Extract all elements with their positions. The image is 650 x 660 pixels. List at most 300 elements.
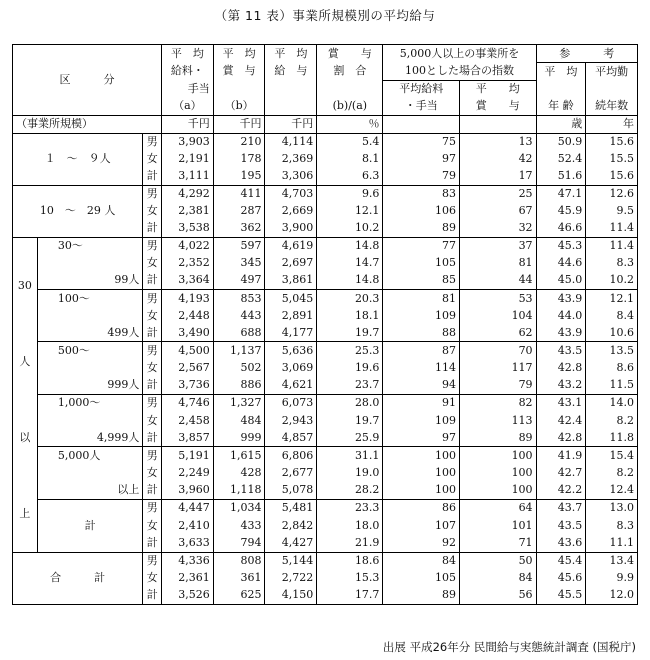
header-b-line1: 平 均 (213, 45, 265, 63)
cell-tenure: 8.3 (586, 517, 638, 534)
cell-ratio: 18.1 (317, 307, 383, 324)
header-c-blank2 (265, 98, 317, 116)
cell-bonus-b: 999 (213, 429, 265, 447)
cell-bonus-b: 853 (213, 289, 265, 307)
cell-index-bonus: 67 (460, 203, 537, 220)
row-subgroup-label (37, 534, 143, 552)
row-subgroup-label: 以上 (37, 482, 143, 500)
header-index-line1: 5,000人以上の事業所を (383, 45, 536, 63)
cell-salary-a: 3,633 (162, 534, 214, 552)
table-row (13, 289, 638, 307)
units-row (13, 115, 638, 133)
header-tenure-line2: 続年数 (586, 98, 638, 116)
cell-sex: 女 (143, 570, 162, 587)
cell-index-salary: 100 (383, 465, 460, 482)
cell-sex: 男 (143, 394, 162, 412)
table-row (13, 237, 638, 255)
cell-sex: 計 (143, 272, 162, 290)
header-d-line4: (b)/(a) (317, 98, 383, 116)
cell-age: 45.5 (536, 587, 586, 605)
header-index-sub2-line1: 平 均 (460, 80, 537, 98)
cell-bonus-b: 1,327 (213, 394, 265, 412)
cell-ratio: 20.3 (317, 289, 383, 307)
cell-tenure: 9.9 (586, 570, 638, 587)
cell-total-c: 3,306 (265, 168, 317, 186)
cell-age: 45.4 (536, 552, 586, 570)
cell-index-salary: 97 (383, 151, 460, 168)
unit-b: 千円 (213, 115, 265, 133)
table-header (13, 45, 638, 116)
cell-index-bonus: 79 (460, 377, 537, 395)
cell-index-salary: 86 (383, 499, 460, 517)
cell-index-bonus: 50 (460, 552, 537, 570)
cell-total-c: 2,722 (265, 570, 317, 587)
cell-bonus-b: 362 (213, 220, 265, 238)
cell-tenure: 15.5 (586, 151, 638, 168)
header-b-line4: （b） (213, 98, 265, 116)
cell-sex: 計 (143, 168, 162, 186)
row-subgroup-label: 4,999人 (37, 429, 143, 447)
cell-age: 44.0 (536, 307, 586, 324)
cell-salary-a: 3,857 (162, 429, 214, 447)
cell-bonus-b: 597 (213, 237, 265, 255)
header-index-sub1-line1: 平均給料 (383, 80, 460, 98)
cell-index-salary: 94 (383, 377, 460, 395)
cell-age: 45.3 (536, 237, 586, 255)
header-d-blank (317, 80, 383, 98)
cell-salary-a: 3,490 (162, 324, 214, 342)
cell-total-c: 2,891 (265, 307, 317, 324)
cell-index-bonus: 37 (460, 237, 537, 255)
cell-sex: 女 (143, 307, 162, 324)
row-subgroup-label: 計 (37, 517, 143, 534)
cell-total-c: 4,427 (265, 534, 317, 552)
cell-index-salary: 105 (383, 255, 460, 272)
cell-bonus-b: 428 (213, 465, 265, 482)
table-row (13, 324, 638, 342)
cell-salary-a: 2,448 (162, 307, 214, 324)
row-subgroup-label (37, 360, 143, 377)
cell-ratio: 15.3 (317, 570, 383, 587)
cell-ratio: 17.7 (317, 587, 383, 605)
cell-index-bonus: 32 (460, 220, 537, 238)
cell-total-c: 5,078 (265, 482, 317, 500)
cell-index-salary: 97 (383, 429, 460, 447)
cell-total-c: 6,073 (265, 394, 317, 412)
cell-index-salary: 87 (383, 342, 460, 360)
cell-age: 51.6 (536, 168, 586, 186)
cell-salary-a: 3,736 (162, 377, 214, 395)
cell-age: 52.4 (536, 151, 586, 168)
cell-index-bonus: 101 (460, 517, 537, 534)
cell-tenure: 12.1 (586, 289, 638, 307)
cell-age: 43.7 (536, 499, 586, 517)
header-b-line2: 賞 与 (213, 63, 265, 81)
table-row (13, 185, 638, 203)
cell-sex: 女 (143, 465, 162, 482)
cell-ratio: 14.7 (317, 255, 383, 272)
unit-d: ％ (317, 115, 383, 133)
cell-bonus-b: 287 (213, 203, 265, 220)
table-row (13, 133, 638, 151)
cell-salary-a: 3,364 (162, 272, 214, 290)
cell-tenure: 9.5 (586, 203, 638, 220)
header-a-line4: （a） (162, 98, 214, 116)
row-subgroup-label: 1,000～ (37, 394, 143, 412)
cell-tenure: 12.6 (586, 185, 638, 203)
table-row (13, 360, 638, 377)
cell-age: 42.8 (536, 360, 586, 377)
table-row (13, 499, 638, 517)
header-index-line2: 100とした場合の指数 (383, 63, 536, 81)
header-age-line2: 年 齢 (536, 98, 586, 116)
cell-index-bonus: 81 (460, 255, 537, 272)
cell-bonus-b: 502 (213, 360, 265, 377)
header-ref: 参 考 (536, 45, 637, 63)
cell-tenure: 15.4 (586, 447, 638, 465)
row-group-label: １ ～ ９人 (13, 133, 143, 185)
cell-bonus-b: 1,118 (213, 482, 265, 500)
cell-age: 43.5 (536, 517, 586, 534)
cell-tenure: 8.3 (586, 255, 638, 272)
cell-index-bonus: 56 (460, 587, 537, 605)
table-title: （第 11 表）事業所規模別の平均給与 (214, 8, 436, 23)
cell-salary-a: 4,193 (162, 289, 214, 307)
cell-total-c: 5,636 (265, 342, 317, 360)
cell-tenure: 11.4 (586, 220, 638, 238)
cell-ratio: 19.0 (317, 465, 383, 482)
cell-total-c: 4,857 (265, 429, 317, 447)
cell-index-salary: 75 (383, 133, 460, 151)
header-c-blank (265, 80, 317, 98)
unit-c: 千円 (265, 115, 317, 133)
cell-tenure: 8.2 (586, 412, 638, 429)
cell-age: 45.6 (536, 570, 586, 587)
header-kubun: 区 分 (13, 45, 162, 116)
cell-salary-a: 2,191 (162, 151, 214, 168)
units-blank (143, 115, 162, 133)
unit-idx2-blank (460, 115, 537, 133)
cell-sex: 男 (143, 499, 162, 517)
table-row (13, 465, 638, 482)
cell-salary-a: 4,447 (162, 499, 214, 517)
cell-sex: 女 (143, 203, 162, 220)
cell-sex: 計 (143, 377, 162, 395)
cell-tenure: 11.5 (586, 377, 638, 395)
cell-total-c: 2,943 (265, 412, 317, 429)
cell-sex: 女 (143, 255, 162, 272)
cell-index-salary: 92 (383, 534, 460, 552)
cell-sex: 計 (143, 220, 162, 238)
row-subgroup-label: 100～ (37, 289, 143, 307)
cell-age: 42.8 (536, 429, 586, 447)
cell-total-c: 5,144 (265, 552, 317, 570)
cell-age: 42.4 (536, 412, 586, 429)
cell-index-salary: 106 (383, 203, 460, 220)
side-label-char: 30 (17, 278, 32, 292)
cell-tenure: 15.6 (586, 168, 638, 186)
cell-ratio: 9.6 (317, 185, 383, 203)
cell-bonus-b: 210 (213, 133, 265, 151)
cell-age: 45.9 (536, 203, 586, 220)
cell-tenure: 13.0 (586, 499, 638, 517)
cell-bonus-b: 484 (213, 412, 265, 429)
cell-index-salary: 100 (383, 447, 460, 465)
cell-salary-a: 2,458 (162, 412, 214, 429)
table-row (13, 482, 638, 500)
cell-age: 50.9 (536, 133, 586, 151)
cell-tenure: 13.4 (586, 552, 638, 570)
cell-ratio: 25.9 (317, 429, 383, 447)
table-row (13, 394, 638, 412)
cell-index-bonus: 64 (460, 499, 537, 517)
header-a-line2: 給料・ (162, 63, 214, 81)
row-subgroup-label: 5,000人 (37, 447, 143, 465)
header-age-blank (536, 80, 586, 98)
cell-index-salary: 77 (383, 237, 460, 255)
table-row (13, 517, 638, 534)
cell-index-bonus: 70 (460, 342, 537, 360)
cell-salary-a: 3,538 (162, 220, 214, 238)
header-d-line1: 賞 与 (317, 45, 383, 63)
cell-index-salary: 91 (383, 394, 460, 412)
header-d-line2: 割 合 (317, 63, 383, 81)
cell-bonus-b: 345 (213, 255, 265, 272)
cell-sex: 計 (143, 324, 162, 342)
cell-salary-a: 3,960 (162, 482, 214, 500)
row-total-label: 合 計 (13, 552, 143, 604)
cell-ratio: 10.2 (317, 220, 383, 238)
cell-bonus-b: 497 (213, 272, 265, 290)
cell-index-bonus: 104 (460, 307, 537, 324)
cell-total-c: 3,900 (265, 220, 317, 238)
cell-age: 47.1 (536, 185, 586, 203)
cell-salary-a: 2,352 (162, 255, 214, 272)
header-index-sub1-line2: ・手当 (383, 98, 460, 116)
cell-bonus-b: 625 (213, 587, 265, 605)
cell-salary-a: 3,526 (162, 587, 214, 605)
cell-bonus-b: 808 (213, 552, 265, 570)
cell-salary-a: 2,381 (162, 203, 214, 220)
cell-total-c: 2,697 (265, 255, 317, 272)
cell-ratio: 28.2 (317, 482, 383, 500)
side-label-char: 上 (19, 506, 31, 520)
cell-sex: 女 (143, 517, 162, 534)
cell-index-bonus: 82 (460, 394, 537, 412)
cell-ratio: 25.3 (317, 342, 383, 360)
row-subgroup-label: 999人 (37, 377, 143, 395)
cell-salary-a: 2,567 (162, 360, 214, 377)
cell-sex: 計 (143, 534, 162, 552)
row-subgroup-label (37, 412, 143, 429)
cell-age: 44.6 (536, 255, 586, 272)
cell-index-salary: 89 (383, 587, 460, 605)
cell-salary-a: 2,249 (162, 465, 214, 482)
cell-tenure: 12.4 (586, 482, 638, 500)
cell-tenure: 11.4 (586, 237, 638, 255)
cell-total-c: 2,677 (265, 465, 317, 482)
cell-ratio: 5.4 (317, 133, 383, 151)
table-row (13, 447, 638, 465)
cell-bonus-b: 886 (213, 377, 265, 395)
cell-tenure: 8.2 (586, 465, 638, 482)
cell-index-bonus: 13 (460, 133, 537, 151)
table-row (13, 429, 638, 447)
header-b-blank (213, 80, 265, 98)
cell-salary-a: 2,361 (162, 570, 214, 587)
cell-age: 45.0 (536, 272, 586, 290)
cell-sex: 男 (143, 447, 162, 465)
cell-total-c: 2,842 (265, 517, 317, 534)
cell-index-salary: 79 (383, 168, 460, 186)
cell-tenure: 11.8 (586, 429, 638, 447)
cell-sex: 計 (143, 587, 162, 605)
unit-a: 千円 (162, 115, 214, 133)
cell-index-bonus: 42 (460, 151, 537, 168)
header-a-line3: 手当 (162, 80, 214, 98)
header-age-line1: 平 均 (536, 63, 586, 81)
cell-index-salary: 114 (383, 360, 460, 377)
cell-age: 43.9 (536, 324, 586, 342)
cell-age: 43.6 (536, 534, 586, 552)
cell-total-c: 3,069 (265, 360, 317, 377)
cell-sex: 男 (143, 237, 162, 255)
row-group-label: 10 ～ 29 人 (13, 185, 143, 237)
cell-index-salary: 100 (383, 482, 460, 500)
cell-sex: 女 (143, 360, 162, 377)
cell-total-c: 5,481 (265, 499, 317, 517)
cell-index-bonus: 113 (460, 412, 537, 429)
cell-tenure: 12.0 (586, 587, 638, 605)
cell-sex: 計 (143, 429, 162, 447)
cell-index-bonus: 25 (460, 185, 537, 203)
cell-age: 42.7 (536, 465, 586, 482)
cell-salary-a: 4,292 (162, 185, 214, 203)
cell-bonus-b: 688 (213, 324, 265, 342)
unit-idx1-blank (383, 115, 460, 133)
cell-age: 43.1 (536, 394, 586, 412)
table-row (13, 377, 638, 395)
cell-index-salary: 85 (383, 272, 460, 290)
cell-salary-a: 3,903 (162, 133, 214, 151)
cell-ratio: 19.7 (317, 324, 383, 342)
cell-sex: 男 (143, 552, 162, 570)
cell-index-salary: 84 (383, 552, 460, 570)
cell-salary-a: 4,746 (162, 394, 214, 412)
header-c-line1: 平 均 (265, 45, 317, 63)
table-row (13, 534, 638, 552)
cell-index-bonus: 71 (460, 534, 537, 552)
cell-index-bonus: 100 (460, 482, 537, 500)
cell-ratio: 28.0 (317, 394, 383, 412)
cell-total-c: 4,150 (265, 587, 317, 605)
cell-total-c: 3,861 (265, 272, 317, 290)
cell-tenure: 15.6 (586, 133, 638, 151)
cell-ratio: 18.6 (317, 552, 383, 570)
cell-bonus-b: 443 (213, 307, 265, 324)
cell-index-salary: 109 (383, 412, 460, 429)
cell-bonus-b: 1,034 (213, 499, 265, 517)
table-row (13, 307, 638, 324)
cell-index-bonus: 17 (460, 168, 537, 186)
cell-bonus-b: 794 (213, 534, 265, 552)
cell-bonus-b: 195 (213, 168, 265, 186)
cell-age: 43.5 (536, 342, 586, 360)
side-label-30-plus (13, 237, 38, 552)
cell-age: 43.2 (536, 377, 586, 395)
cell-ratio: 14.8 (317, 272, 383, 290)
cell-salary-a: 4,500 (162, 342, 214, 360)
cell-bonus-b: 178 (213, 151, 265, 168)
table-row (13, 255, 638, 272)
cell-ratio: 23.7 (317, 377, 383, 395)
cell-bonus-b: 1,615 (213, 447, 265, 465)
cell-sex: 男 (143, 133, 162, 151)
cell-sex: 男 (143, 185, 162, 203)
cell-sex: 男 (143, 289, 162, 307)
header-a-line1: 平 均 (162, 45, 214, 63)
cell-salary-a: 4,022 (162, 237, 214, 255)
row-subgroup-label (37, 255, 143, 272)
cell-total-c: 6,806 (265, 447, 317, 465)
cell-tenure: 10.2 (586, 272, 638, 290)
header-c-line2: 給 与 (265, 63, 317, 81)
cell-salary-a: 2,410 (162, 517, 214, 534)
cell-total-c: 4,114 (265, 133, 317, 151)
cell-index-salary: 88 (383, 324, 460, 342)
cell-bonus-b: 433 (213, 517, 265, 534)
cell-ratio: 31.1 (317, 447, 383, 465)
cell-ratio: 23.3 (317, 499, 383, 517)
side-label-chars (13, 238, 37, 552)
row-subgroup-label (37, 499, 143, 517)
cell-index-salary: 83 (383, 185, 460, 203)
side-label-char: 以 (19, 430, 31, 444)
table-row (13, 272, 638, 290)
cell-salary-a: 4,336 (162, 552, 214, 570)
cell-ratio: 18.0 (317, 517, 383, 534)
header-tenure-line1: 平均勤 (586, 63, 638, 81)
cell-index-salary: 81 (383, 289, 460, 307)
row-subgroup-label (37, 465, 143, 482)
salary-table (12, 44, 638, 605)
table-body (13, 115, 638, 604)
cell-total-c: 4,703 (265, 185, 317, 203)
table-row (13, 412, 638, 429)
cell-bonus-b: 361 (213, 570, 265, 587)
row-subgroup-label: 30～ (37, 237, 143, 255)
cell-salary-a: 5,191 (162, 447, 214, 465)
cell-ratio: 12.1 (317, 203, 383, 220)
source-note: 出展 平成26年分 民間給与実態統計調査 (国税庁) (382, 640, 636, 654)
cell-index-salary: 107 (383, 517, 460, 534)
units-scale-label: （事業所規模） (13, 115, 143, 133)
row-subgroup-label (37, 307, 143, 324)
cell-index-salary: 89 (383, 220, 460, 238)
cell-ratio: 19.6 (317, 360, 383, 377)
table-row (13, 552, 638, 570)
cell-salary-a: 3,111 (162, 168, 214, 186)
row-subgroup-label: 500～ (37, 342, 143, 360)
cell-total-c: 5,045 (265, 289, 317, 307)
cell-age: 42.2 (536, 482, 586, 500)
cell-index-bonus: 117 (460, 360, 537, 377)
cell-index-bonus: 89 (460, 429, 537, 447)
cell-index-bonus: 100 (460, 447, 537, 465)
header-tenure-blank (586, 80, 638, 98)
cell-index-bonus: 62 (460, 324, 537, 342)
cell-age: 41.9 (536, 447, 586, 465)
